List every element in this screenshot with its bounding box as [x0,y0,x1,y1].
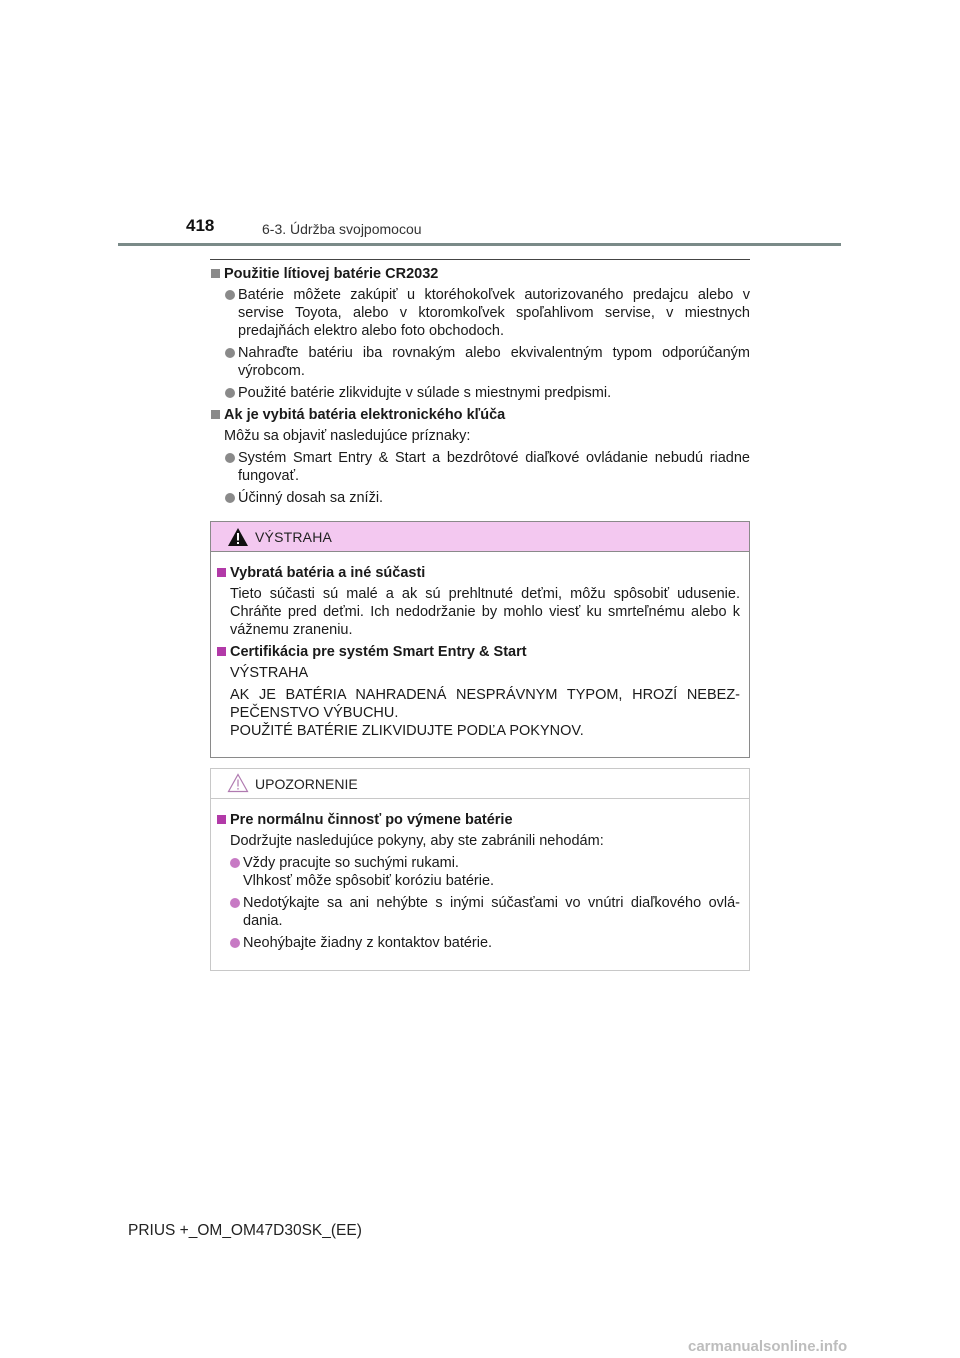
notice-heading [217,811,740,829]
heading-text: Vybratá batéria a iné súčasti [230,565,426,581]
list-item [217,934,740,952]
list-item [210,489,750,507]
circle-bullet-icon [225,453,235,463]
warning-text-1: Tieto súčasti sú malé a ak sú prehltnuté deťmi, môžu spôsobiť udusenie. Chráňte pred deťmi. Ich nedodržanie by mohlo viesť ku smrteľnému alebo k vážnemu zraneniu. [230,586,740,638]
warning-text-2c: POUŽITÉ BATÉRIE ZLIKVIDUJTE PODĽA POKYNOV. [230,723,584,739]
list-item-text: Systém Smart Entry & Start a bezdrôtové diaľkové ovládanie nebudú riadne fungovať. [238,450,750,484]
heading-dead-battery [210,406,750,424]
circle-bullet-icon [230,898,240,908]
circle-bullet-icon [225,348,235,358]
caution-triangle-icon [227,773,249,793]
warning-box [210,521,750,758]
list-item-text: Vždy pracujte so suchými rukami. [243,855,459,871]
notice-header [211,769,749,799]
list-item [217,894,740,930]
square-bullet-icon [217,647,226,656]
notice-title: UPOZORNENIE [255,776,358,792]
notice-body [211,799,749,952]
list-item-text: Vlhkosť môže spôsobiť koróziu batérie. [243,873,495,889]
list-item-text: Nedotýkajte sa ani nehýbte s inými súčasťami vo vnútri diaľkového ovlá-dania. [243,895,740,929]
heading-text: Ak je vybitá batéria elektronického kľúča [224,407,506,423]
warning-title: VÝSTRAHA [255,529,333,545]
square-bullet-icon [217,568,226,577]
warning-body [211,552,749,740]
warning-text-2a: VÝSTRAHA [230,665,309,681]
warning-text-2b: AK JE BATÉRIA NAHRADENÁ NESPRÁVNYM TYPOM, HROZÍ NEBEZ-PEČENSTVO VÝBUCHU. [230,687,740,721]
notice-box [210,768,750,971]
list-item-text: Účinný dosah sa zníži. [238,490,384,506]
circle-bullet-icon [225,493,235,503]
intro-text: Môžu sa objaviť nasledujúce príznaky: [224,428,471,444]
content-rule [210,259,750,260]
heading-text: Certifikácia pre systém Smart Entry & Start [230,644,527,660]
header-rule [118,243,841,246]
circle-bullet-icon [225,388,235,398]
footer-model-code: PRIUS +_OM_OM47D30SK_(EE) [128,1222,362,1239]
list-item-text: Nahraďte batériu iba rovnakým alebo ekvivalentným typom odporúčaným výrobcom. [238,345,750,379]
square-bullet-icon [217,815,226,824]
list-item [217,854,740,890]
page-number: 418 [186,216,215,235]
list-item-text: Použité batérie zlikvidujte v súlade s miestnymi predpismi. [238,385,612,401]
warning-triangle-icon [227,527,249,547]
main-content [210,265,750,511]
warning-header [211,522,749,552]
heading-text: Použitie lítiovej batérie CR2032 [224,266,439,282]
list-item-text: Neohýbajte žiadny z kontaktov batérie. [243,935,493,951]
heading-text: Pre normálnu činnosť po výmene batérie [230,812,513,828]
circle-bullet-icon [225,290,235,300]
heading-battery-use [210,265,750,283]
list-item [210,449,750,485]
warning-heading-2 [217,643,740,661]
section-title: 6-3. Údržba svojpomocou [262,221,422,237]
list-item-text: Batérie môžete zakúpiť u ktoréhokoľvek autorizovaného predajcu alebo v servise Toyota, alebo v ktoromkoľvek spoľahlivom servise, v miestnych predajňách elektro alebo foto obchodoch. [238,287,750,339]
list-item [210,344,750,380]
circle-bullet-icon [230,858,240,868]
list-item [210,286,750,340]
watermark: carmanualsonline.info [688,1338,848,1355]
list-item [210,384,750,402]
warning-heading-1 [217,564,740,582]
square-bullet-icon [211,410,220,419]
square-bullet-icon [211,269,220,278]
circle-bullet-icon [230,938,240,948]
notice-intro: Dodržujte nasledujúce pokyny, aby ste zabránili nehodám: [230,833,604,849]
